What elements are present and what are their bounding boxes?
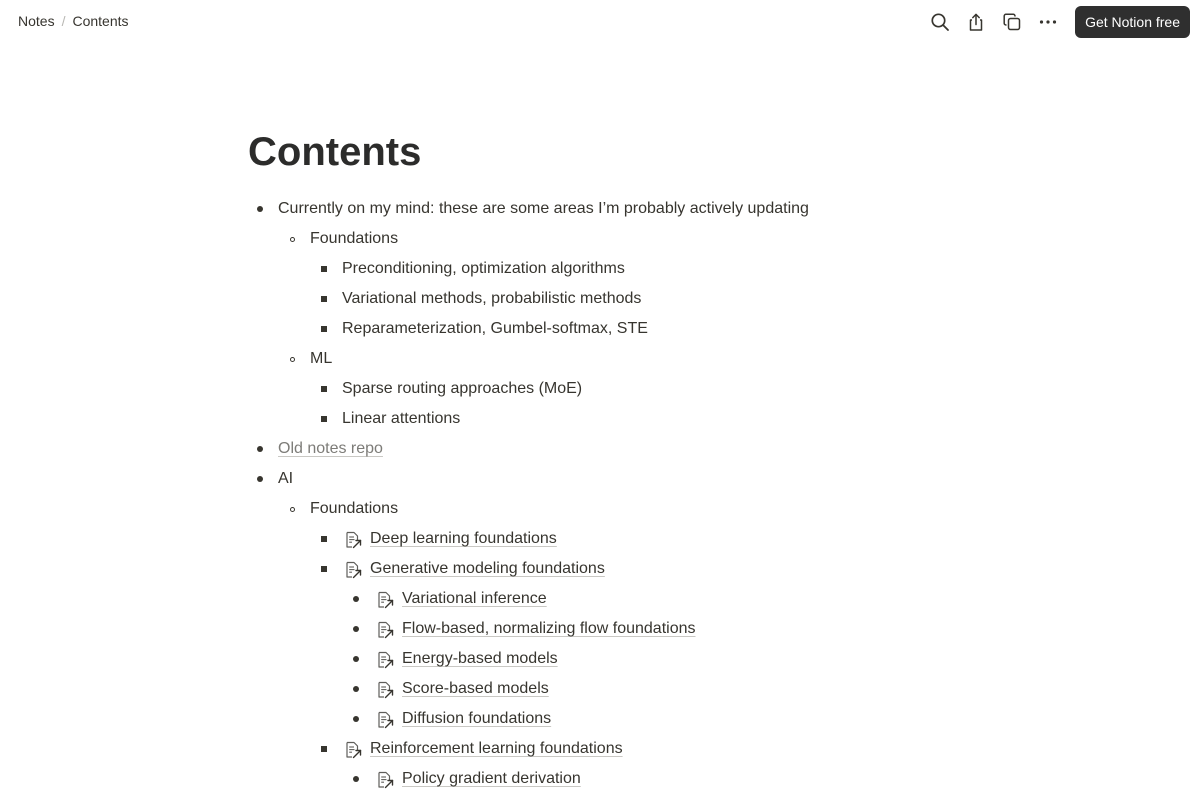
page-link-icon[interactable] — [376, 680, 394, 698]
page-link-icon[interactable] — [376, 770, 394, 788]
bullet-marker — [314, 284, 334, 314]
bullet-marker — [314, 524, 334, 554]
bullet-marker — [314, 404, 334, 434]
list-item — [248, 614, 968, 644]
page-link[interactable]: Diffusion foundations — [402, 710, 552, 727]
bullet-marker — [250, 434, 270, 464]
page-link[interactable]: Variational inference — [402, 590, 547, 607]
bullet-marker — [346, 764, 366, 794]
bullet-marker — [346, 644, 366, 674]
list-item — [248, 524, 968, 554]
search-icon[interactable] — [925, 7, 955, 37]
list-item-text: Preconditioning, optimization algorithms — [342, 260, 625, 277]
list-item — [248, 284, 968, 314]
list-item — [248, 254, 968, 284]
bullet-marker — [282, 494, 302, 524]
page-link-icon[interactable] — [344, 530, 362, 548]
page-content — [248, 128, 968, 794]
duplicate-icon[interactable] — [997, 7, 1027, 37]
list-item — [248, 584, 968, 614]
bullet-marker — [346, 674, 366, 704]
page-link-icon[interactable] — [376, 710, 394, 728]
page-link[interactable]: Flow-based, normalizing flow foundations — [402, 620, 696, 637]
list-item — [248, 554, 968, 584]
external-link[interactable]: Old notes repo — [278, 440, 383, 457]
bullet-marker — [250, 194, 270, 224]
share-icon[interactable] — [961, 7, 991, 37]
breadcrumb — [18, 13, 129, 29]
page-link-icon[interactable] — [376, 590, 394, 608]
list-item-text: Sparse routing approaches (MoE) — [342, 380, 583, 397]
list-item-text: AI — [278, 470, 294, 487]
list-item — [248, 674, 968, 704]
list-item — [248, 464, 968, 494]
bullet-marker — [314, 734, 334, 764]
breadcrumb-notes[interactable]: Notes — [18, 13, 55, 29]
bullet-marker — [282, 344, 302, 374]
list-item-text: ML — [310, 350, 333, 367]
bullet-marker — [346, 704, 366, 734]
contents-outline — [248, 194, 968, 794]
bullet-marker — [250, 464, 270, 494]
page-link[interactable]: Energy-based models — [402, 650, 558, 667]
page-link[interactable]: Reinforcement learning foundations — [370, 740, 623, 757]
list-item — [248, 494, 968, 524]
topbar-actions — [925, 6, 1190, 38]
page-link[interactable]: Score-based models — [402, 680, 549, 697]
bullet-marker — [314, 374, 334, 404]
list-item — [248, 404, 968, 434]
page-title: Contents — [248, 130, 422, 174]
list-item — [248, 314, 968, 344]
list-item-text: Variational methods, probabilistic methods — [342, 290, 642, 307]
list-item — [248, 374, 968, 404]
page-link[interactable]: Deep learning foundations — [370, 530, 557, 547]
list-item — [248, 644, 968, 674]
list-item-text: Foundations — [310, 500, 399, 517]
bullet-marker — [314, 314, 334, 344]
list-item — [248, 344, 968, 374]
list-item — [248, 224, 968, 254]
bullet-marker — [346, 614, 366, 644]
get-notion-free-button[interactable]: Get Notion free — [1075, 6, 1190, 38]
more-icon[interactable] — [1033, 7, 1063, 37]
page-link[interactable]: Policy gradient derivation — [402, 770, 581, 787]
bullet-marker — [314, 554, 334, 584]
list-item-text: Foundations — [310, 230, 399, 247]
list-item — [248, 734, 968, 764]
page-link-icon[interactable] — [376, 620, 394, 638]
page-link[interactable]: Generative modeling foundations — [370, 560, 605, 577]
breadcrumb-separator: / — [61, 13, 66, 29]
page-link-icon[interactable] — [376, 650, 394, 668]
bullet-marker — [346, 584, 366, 614]
top-bar — [0, 0, 1200, 44]
list-item — [248, 764, 968, 794]
list-item — [248, 194, 968, 224]
page-link-icon[interactable] — [344, 560, 362, 578]
page-link-icon[interactable] — [344, 740, 362, 758]
list-item-text: Reparameterization, Gumbel-softmax, STE — [342, 320, 648, 337]
bullet-marker — [314, 254, 334, 284]
list-item-text: Currently on my mind: these are some areas I’m probably actively updating — [278, 200, 809, 217]
list-item — [248, 434, 968, 464]
list-item-text: Linear attentions — [342, 410, 461, 427]
bullet-marker — [282, 224, 302, 254]
list-item — [248, 704, 968, 734]
breadcrumb-contents[interactable]: Contents — [72, 13, 129, 29]
